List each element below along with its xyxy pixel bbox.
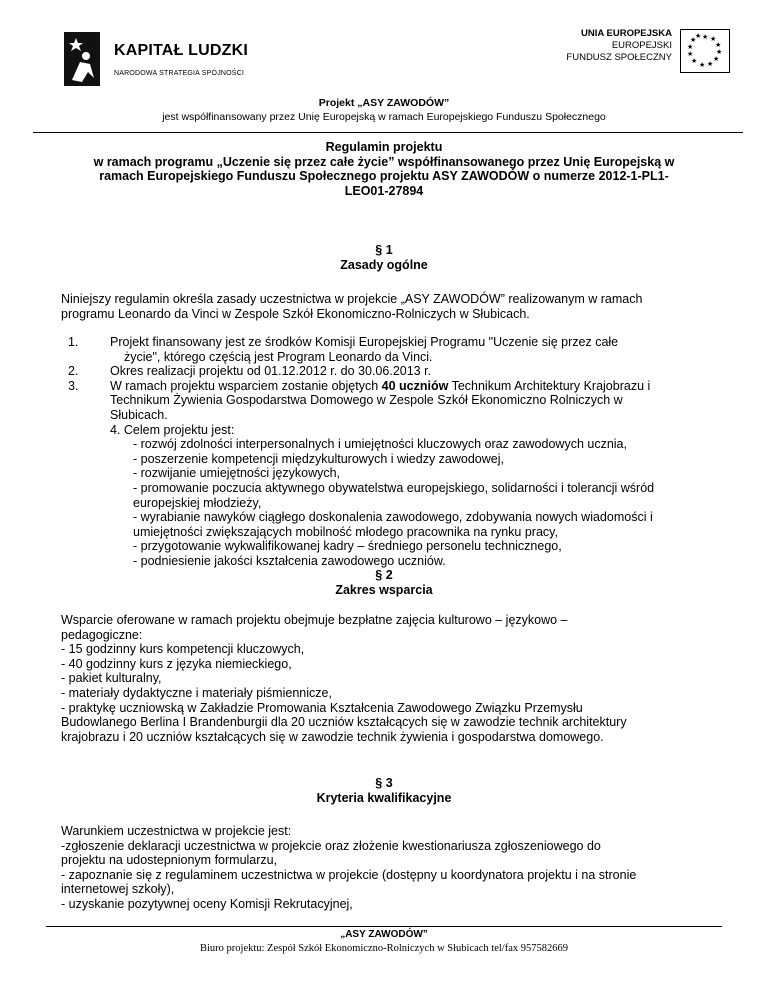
svg-text:★: ★ bbox=[695, 32, 702, 40]
text-line: - zapoznanie się z regulaminem uczestnictwa w projekcie (dostępny u koordynatora projektu i na stronie bbox=[61, 867, 637, 882]
project-name: Projekt „ASY ZAWODÓW” bbox=[318, 97, 450, 109]
item-text-part: Technikum Architektury Krajobrazu i bbox=[448, 378, 651, 393]
eu-stars-icon bbox=[681, 30, 729, 72]
goal-item: - rozwijanie umiejętności językowych, bbox=[133, 466, 341, 481]
text-line: - 40 godzinny kurs z języka niemieckiego, bbox=[61, 656, 292, 671]
item-text bbox=[110, 379, 738, 394]
item-text: Projekt finansowany jest ze środków Komisji Europejskiej Programu "Uczenie się przez całe bbox=[110, 335, 619, 349]
title-line1: Regulamin projektu bbox=[325, 140, 443, 154]
kapital-ludzki-title: KAPITAŁ LUDZKI bbox=[114, 42, 249, 59]
title-line4: LEO01-27894 bbox=[344, 183, 424, 198]
list-item bbox=[68, 335, 738, 364]
text-line: - materiały dydaktyczne i materiały piśmiennicze, bbox=[61, 685, 332, 700]
svg-text:★: ★ bbox=[716, 48, 723, 56]
goal-item: - promowanie poczucia aktywnego obywatelstwa europejskiego, solidarności i tolerancji wśród bbox=[133, 480, 655, 495]
section2-body bbox=[61, 613, 731, 744]
item-number: 3. bbox=[68, 378, 79, 393]
footer-title: „ASY ZAWODÓW” bbox=[340, 929, 428, 940]
header-divider bbox=[33, 132, 743, 133]
svg-text:★: ★ bbox=[715, 41, 722, 49]
participants-count: 40 uczniów bbox=[381, 378, 449, 393]
text-line: krajobrazu i 20 uczniów kształcących się w zawodzie technik żywienia i gospodarstwa domowego. bbox=[61, 729, 604, 744]
section2-header bbox=[0, 568, 768, 597]
goal-item: - poszerzenie kompetencji międzykulturowych i wiedzy zawodowej, bbox=[133, 451, 504, 466]
kapital-ludzki-logo-icon bbox=[64, 32, 100, 86]
text-line: projektu na udostepnionym formularzu, bbox=[61, 853, 278, 868]
goal-item-cont: europejskiej młodzieży, bbox=[133, 495, 262, 510]
goal-item: - podniesienie jakości kształcenia zawodowego uczniów. bbox=[133, 553, 446, 568]
text-line: - 15 godzinny kurs kompetencji kluczowych, bbox=[61, 642, 305, 657]
people-star-icon bbox=[64, 32, 100, 86]
section3-number: § 3 bbox=[375, 776, 393, 790]
item-text: życie", którego częścią jest Program Leonardo da Vinci. bbox=[124, 349, 433, 364]
svg-text:★: ★ bbox=[707, 60, 714, 68]
footer-divider bbox=[46, 926, 722, 927]
item-text: Okres realizacji projektu od 01.12.2012 r. do 30.06.2013 r. bbox=[110, 364, 432, 379]
section1-heading: Zasady ogólne bbox=[340, 257, 428, 272]
section1-number: § 1 bbox=[375, 243, 393, 257]
text-line: -zgłoszenie deklaracji uczestnictwa w projekcie oraz złożenie kwestionariusza zgłoszeniowego do bbox=[61, 838, 601, 853]
goal-item-cont: umiejętności zwiększających mobilność młodego pracownika na rynku pracy, bbox=[133, 524, 558, 539]
intro-line2: programu Leonardo da Vinci w Zespole Szkół Ekonomiczno-Rolniczych w Słubicach. bbox=[61, 306, 530, 321]
text-line: - uzyskanie pozytywnej oceny Komisji Rekrutacyjnej, bbox=[61, 896, 353, 911]
text-line: Wsparcie oferowane w ramach projektu obejmuje bezpłatne zajęcia kulturowo – językowo – bbox=[61, 613, 568, 627]
svg-text:★: ★ bbox=[691, 57, 698, 65]
list-item bbox=[68, 364, 738, 379]
text-line: Warunkiem uczestnictwa w projekcie jest: bbox=[61, 824, 292, 838]
svg-text:★: ★ bbox=[710, 35, 717, 43]
eu-flag-icon bbox=[680, 29, 730, 73]
footer-address: Biuro projektu: Zespół Szkół Ekonomiczno-Rolniczych w Słubicach tel/fax 957582669 bbox=[199, 943, 568, 954]
text-line: internetowej szkoły), bbox=[61, 882, 175, 897]
text-line: - pakiet kulturalny, bbox=[61, 671, 162, 686]
section1-header bbox=[0, 243, 768, 272]
item-text: Technikum Żywienia Gospodarstwa Domowego w Zespole Szkół Ekonomiczno Rolniczych w bbox=[110, 393, 623, 408]
section3-header bbox=[0, 776, 768, 805]
item-text: Słubicach. bbox=[110, 407, 168, 422]
goals-list bbox=[133, 437, 738, 568]
svg-text:★: ★ bbox=[690, 36, 697, 44]
item-number: 1. bbox=[68, 335, 79, 349]
eu-line1: UNIA EUROPEJSKA bbox=[581, 28, 672, 39]
text-line: - praktykę uczniowską w Zakładzie Promowania Kształcenia Zawodowego Związku Przemysłu bbox=[61, 700, 583, 715]
goals-heading: 4. Celem projektu jest: bbox=[110, 422, 235, 437]
list-item bbox=[68, 379, 738, 423]
kapital-ludzki-subtitle: NARODOWA STRATEGIA SPÓJNOŚCI bbox=[114, 70, 245, 77]
section3-body bbox=[61, 824, 731, 912]
goal-item: - rozwój zdolności interpersonalnych i umiejętności kluczowych oraz zawodowych ucznia, bbox=[133, 437, 627, 452]
svg-text:★: ★ bbox=[687, 50, 694, 58]
section3-heading: Kryteria kwalifikacyjne bbox=[316, 790, 452, 805]
item-number: 2. bbox=[68, 364, 79, 379]
eu-fund-label bbox=[560, 28, 672, 64]
section2-number: § 2 bbox=[375, 568, 393, 582]
goal-item: - przygotowanie wykwalifikowanej kadry – średniego personelu technicznego, bbox=[133, 539, 562, 554]
title-line3: ramach Europejskiego Funduszu Społecznego projektu ASY ZAWODÓW o numerze 2012-1-PL1- bbox=[99, 169, 669, 184]
intro-line1: Niniejszy regulamin określa zasady uczestnictwa w projekcie „ASY ZAWODÓW” realizowanym w ramach bbox=[61, 292, 643, 306]
section2-heading: Zakres wsparcia bbox=[335, 582, 433, 597]
svg-text:★: ★ bbox=[687, 43, 694, 51]
svg-text:★: ★ bbox=[702, 33, 709, 41]
goal-item: - wyrabianie nawyków ciągłego doskonalenia zawodowego, zdobywania nowych wiadomości i bbox=[133, 510, 653, 525]
item-text-part: W ramach projektu wsparciem zostanie objętych bbox=[110, 378, 382, 393]
document-title bbox=[0, 140, 768, 198]
eu-line2: EUROPEJSKI bbox=[611, 40, 672, 51]
svg-text:★: ★ bbox=[699, 61, 706, 69]
svg-text:★: ★ bbox=[713, 55, 720, 63]
title-line2: w ramach programu „Uczenie się przez całe życie” współfinansowanego przez Unię Europejską w bbox=[93, 154, 675, 169]
text-line: Budowlanego Berlina I Brandenburgii dla 20 uczniów kształcących się w zawodzie technik architektury bbox=[61, 715, 627, 730]
text-line: pedagogiczne: bbox=[61, 627, 143, 642]
cofinance-note: jest współfinansowany przez Unię Europejską w ramach Europejskiego Funduszu Społecznego bbox=[162, 111, 606, 123]
section1-list bbox=[68, 335, 738, 569]
section1-intro bbox=[61, 292, 731, 321]
eu-line3: FUNDUSZ SPOŁECZNY bbox=[566, 52, 672, 63]
